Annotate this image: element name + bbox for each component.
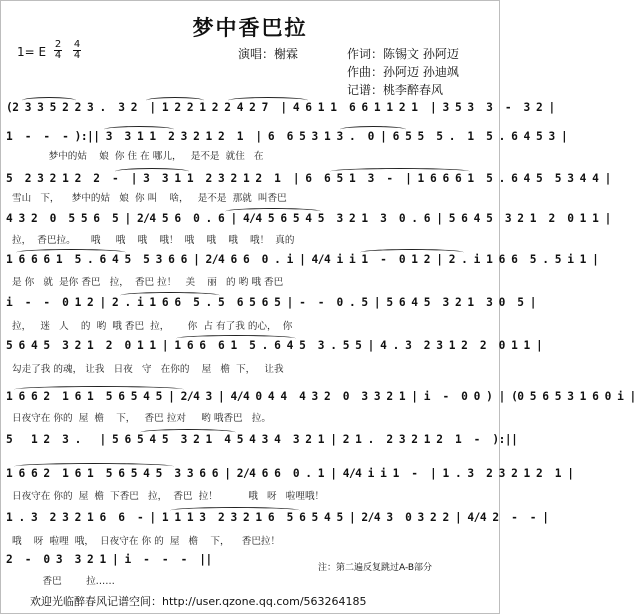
slur-mark bbox=[360, 249, 464, 256]
notation-row: 1 6 6 2 1 6 1 5 6 5 4 5 | 2/4 3 | 4/4 0 4 4 4 3 2 0 3 3 2 1 | i - 0 0 ) | (0 5 6 5 3 1 6 0 i | bbox=[6, 390, 636, 403]
notation-row: (2 3 3 5 2 2 3 . 3 2 | 1 2 2 1 2 2 4 2 7 | 4 6 1 1 6 6 1 1 2 1 | 3 5 3 3 - 3 2 | bbox=[6, 101, 555, 114]
slur-mark bbox=[225, 208, 321, 215]
meter-b-bottom: 4 bbox=[73, 50, 81, 61]
slur-mark bbox=[140, 429, 236, 436]
notation-row: 1 - - - ):|| 3 3 1 1 2 3 2 1 2 1 | 6 6 5 3 1 3 . 0 | 6 5 5 5 . 1 5 . 6 4 5 3 | bbox=[6, 130, 568, 143]
composer-credit: 作曲：孙阿迈 孙迪飒 bbox=[347, 65, 459, 79]
lyric-row: 日夜守在 你的 屋 檐 下香巴 拉， 香巴 拉！ 哦 呀 啦哩哦！ bbox=[12, 491, 325, 502]
singer-credit: 演唱：榭霖 bbox=[238, 47, 299, 61]
notation-row: 5 1 2 3 . | 5 6 5 4 5 3 2 1 4 5 4 3 4 3 2 1 | 2 1 . 2 3 2 1 2 1 - ):|| bbox=[6, 433, 518, 446]
time-signature-b bbox=[73, 40, 81, 61]
notation-row: 2 - 0 3 3 2 1 | i - - - || bbox=[6, 553, 212, 566]
time-signature-a bbox=[54, 40, 62, 61]
notation-row: i - - 0 1 2 | 2 . i 1 6 6 5 . 5 6 5 6 5 | - - 0 . 5 | 5 6 4 5 3 2 1 3 0 5 | bbox=[6, 296, 537, 309]
slur-mark bbox=[115, 168, 189, 175]
slur-mark bbox=[170, 507, 300, 514]
notation-row: 5 6 4 5 3 2 1 2 0 1 1 | 1 6 6 6 1 5 . 6 4 5 3 . 5 5 | 4 . 3 2 3 1 2 2 0 1 1 | bbox=[6, 339, 543, 352]
lyric-row: 勾走了我 的魂， 让我 日夜 守 在你的 屋 檐 下， 让我 bbox=[12, 364, 284, 375]
slur-mark bbox=[14, 386, 184, 393]
key-signature: 1= E bbox=[17, 45, 47, 59]
notation-row: 1 6 6 6 1 5 . 6 4 5 5 3 6 6 | 2/4 6 6 0 . i | 4/4 i i 1 - 0 1 2 | 2 . i 1 6 6 5 . 5 i 1 | bbox=[6, 253, 599, 266]
meter-a-bottom: 4 bbox=[54, 50, 62, 61]
lyric-row: 香巴 拉…… bbox=[12, 576, 115, 587]
notation-row: 1 6 6 2 1 6 1 5 6 5 4 5 3 3 6 6 | 2/4 6 6 0 . 1 | 4/4 i i 1 - | 1 . 3 2 3 2 1 2 1 | bbox=[6, 467, 574, 480]
lyric-row: 日夜守在 你的 屋 檐 下， 香巴 拉对 哟 哦香巴 拉。 bbox=[12, 413, 271, 424]
slur-mark bbox=[146, 97, 204, 104]
song-title: 梦中香巴拉 bbox=[192, 15, 308, 40]
slur-mark bbox=[340, 126, 406, 133]
slur-mark bbox=[176, 335, 296, 342]
slur-mark bbox=[330, 168, 470, 175]
slur-mark bbox=[16, 249, 126, 256]
meter-a-top: 2 bbox=[54, 39, 62, 50]
slur-mark bbox=[120, 292, 220, 299]
lyric-row: 拉， 香巴拉。 哦 哦 哦 哦！ 哦 哦 哦 哦！ 真的 bbox=[12, 235, 295, 246]
footer-url: 欢迎光临醉春风记谱空间：http://user.qzone.qq.com/563264185 bbox=[30, 595, 367, 608]
transcriber-credit: 记谱：桃李醉春风 bbox=[347, 83, 444, 97]
lyric-row: 哦 呀 啦哩 哦， 日夜守在 你 的 屋 檐 下， 香巴拉！ bbox=[12, 536, 281, 547]
slur-mark bbox=[104, 126, 174, 133]
notation-row: 1 . 3 2 3 2 1 6 6 - | 1 1 1 3 2 3 2 1 6 5 6 5 4 5 | 2/4 3 0 3 2 2 | 4/4 2 - - | bbox=[6, 511, 549, 524]
notation-row: 4 3 2 0 5 5 6 5 | 2/4 5 6 0 . 6 | 4/4 5 6 5 4 5 3 2 1 3 0 . 6 | 5 6 4 5 3 2 1 2 0 1 1 | bbox=[6, 212, 611, 225]
lyricist-credit: 作词：陈锡文 孙阿迈 bbox=[347, 47, 459, 61]
repeat-note: 注：第二遍反复跳过A-B部分 bbox=[318, 563, 433, 573]
slur-mark bbox=[22, 97, 76, 104]
notation-row: 5 2 3 2 1 2 2 - | 3 3 1 1 2 3 2 1 2 1 | 6 6 5 1 3 - | 1 6 6 6 1 5 . 6 4 5 5 3 4 4 | bbox=[6, 172, 611, 185]
lyric-row: 拉， 迷 人 的 哟 哦 香巴 拉， 你 占 有了我 的心， 你 bbox=[12, 321, 293, 332]
lyric-row: 梦中的姑 娘 你 住 在 哪儿， 是不是 就住 在 bbox=[12, 151, 264, 162]
slur-mark bbox=[14, 463, 174, 470]
slur-mark bbox=[228, 97, 308, 104]
lyric-row: 雪山 下， 梦中的姑 娘 你 叫 啥， 是不是 那就 叫香巴 bbox=[12, 193, 287, 204]
meter-b-top: 4 bbox=[73, 39, 81, 50]
lyric-row: 是 你 就 是你 香巴 拉， 香巴 拉！ 美 丽 的 哟 哦 香巴 bbox=[12, 277, 284, 288]
